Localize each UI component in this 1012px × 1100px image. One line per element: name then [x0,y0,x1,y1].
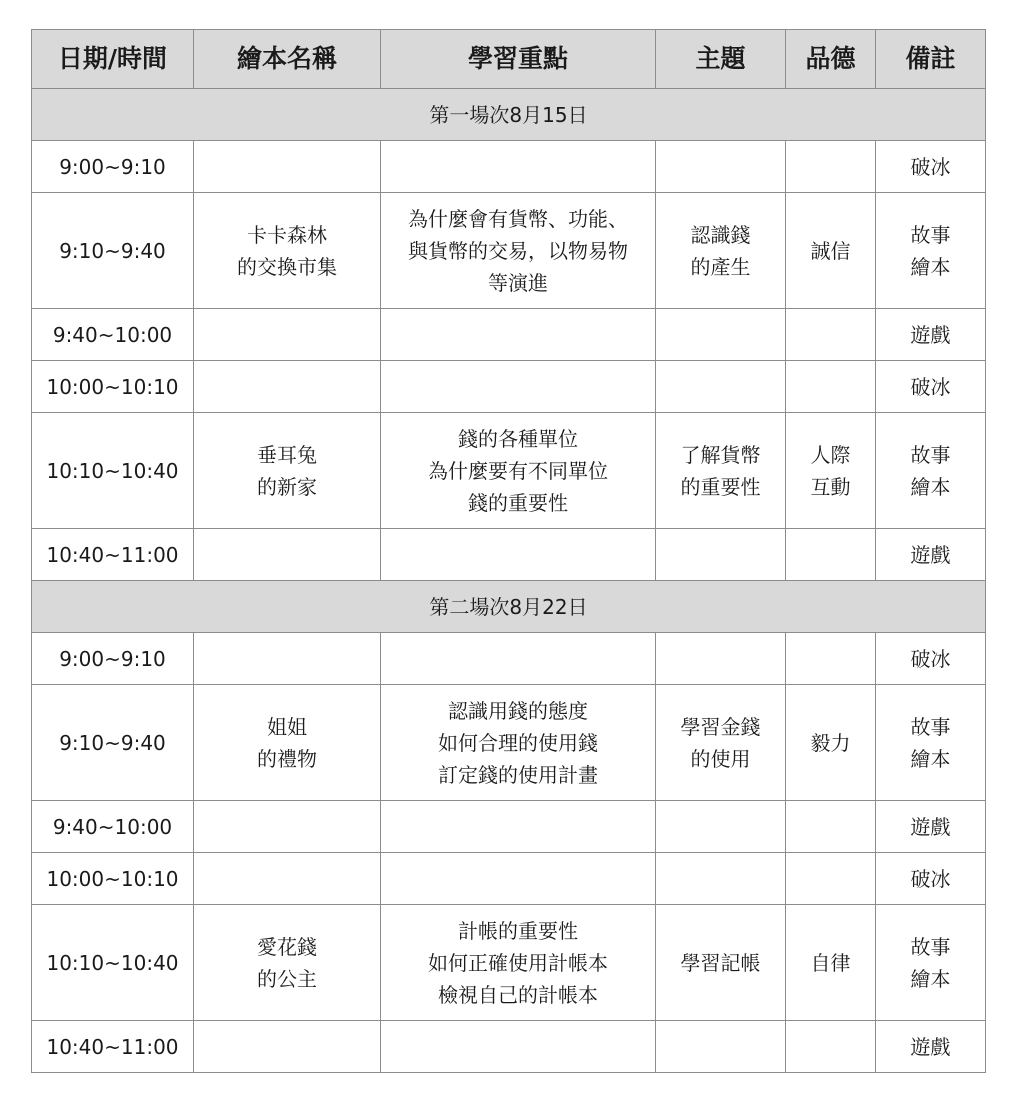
time-cell: 10:00~10:10 [32,361,194,413]
note-cell: 破冰 [876,853,986,905]
book-cell: 垂耳兔 的新家 [194,413,381,529]
book-cell: 卡卡森林 的交換市集 [194,193,381,309]
table-row [32,685,986,801]
header-time: 日期/時間 [32,30,194,89]
virtue-cell [786,853,876,905]
table-row [32,853,986,905]
theme-cell [656,633,786,685]
theme-cell [656,1021,786,1073]
book-cell [194,141,381,193]
session-title: 第一場次8月15日 [32,89,986,141]
theme-cell [656,361,786,413]
theme-cell [656,801,786,853]
time-cell: 9:10~9:40 [32,685,194,801]
note-cell: 故事 繪本 [876,685,986,801]
table-row [32,193,986,309]
theme-cell: 認識錢 的產生 [656,193,786,309]
virtue-cell [786,361,876,413]
time-cell: 10:40~11:00 [32,529,194,581]
note-cell: 故事 繪本 [876,905,986,1021]
session-row [32,581,986,633]
time-cell: 10:10~10:40 [32,413,194,529]
virtue-cell [786,529,876,581]
note-cell: 遊戲 [876,801,986,853]
time-cell: 9:00~9:10 [32,141,194,193]
time-cell: 9:00~9:10 [32,633,194,685]
time-cell: 10:00~10:10 [32,853,194,905]
focus-cell [381,633,656,685]
time-cell: 10:40~11:00 [32,1021,194,1073]
focus-cell: 計帳的重要性 如何正確使用計帳本 檢視自己的計帳本 [381,905,656,1021]
book-cell [194,801,381,853]
book-cell [194,529,381,581]
theme-cell: 了解貨幣 的重要性 [656,413,786,529]
virtue-cell [786,633,876,685]
virtue-cell [786,141,876,193]
book-cell [194,853,381,905]
table-row [32,413,986,529]
theme-cell [656,853,786,905]
header-virtue: 品德 [786,30,876,89]
schedule-table [31,29,986,1073]
theme-cell [656,529,786,581]
note-cell: 遊戲 [876,1021,986,1073]
theme-cell: 學習金錢 的使用 [656,685,786,801]
virtue-cell [786,309,876,361]
table-row [32,905,986,1021]
session-row [32,89,986,141]
note-cell: 故事 繪本 [876,193,986,309]
note-cell: 遊戲 [876,529,986,581]
book-cell [194,1021,381,1073]
note-cell: 破冰 [876,141,986,193]
focus-cell: 錢的各種單位 為什麼要有不同單位 錢的重要性 [381,413,656,529]
session-title: 第二場次8月22日 [32,581,986,633]
book-cell: 姐姐 的禮物 [194,685,381,801]
header-book: 繪本名稱 [194,30,381,89]
virtue-cell: 人際 互動 [786,413,876,529]
theme-cell [656,309,786,361]
virtue-cell [786,1021,876,1073]
time-cell: 9:40~10:00 [32,309,194,361]
note-cell: 破冰 [876,633,986,685]
table-row [32,1021,986,1073]
table-row [32,361,986,413]
book-cell [194,633,381,685]
table-row [32,529,986,581]
focus-cell [381,141,656,193]
header-focus: 學習重點 [381,30,656,89]
book-cell [194,309,381,361]
book-cell: 愛花錢 的公主 [194,905,381,1021]
note-cell: 故事 繪本 [876,413,986,529]
focus-cell [381,361,656,413]
virtue-cell: 自律 [786,905,876,1021]
table-row [32,801,986,853]
note-cell: 遊戲 [876,309,986,361]
focus-cell [381,309,656,361]
virtue-cell: 毅力 [786,685,876,801]
focus-cell [381,1021,656,1073]
table-row [32,633,986,685]
header-theme: 主題 [656,30,786,89]
time-cell: 9:40~10:00 [32,801,194,853]
focus-cell [381,853,656,905]
theme-cell: 學習記帳 [656,905,786,1021]
virtue-cell [786,801,876,853]
book-cell [194,361,381,413]
time-cell: 10:10~10:40 [32,905,194,1021]
table-row [32,141,986,193]
focus-cell [381,529,656,581]
note-cell: 破冰 [876,361,986,413]
focus-cell: 認識用錢的態度 如何合理的使用錢 訂定錢的使用計畫 [381,685,656,801]
time-cell: 9:10~9:40 [32,193,194,309]
focus-cell: 為什麼會有貨幣、功能、 與貨幣的交易，以物易物 等演進 [381,193,656,309]
header-note: 備註 [876,30,986,89]
table-row [32,309,986,361]
focus-cell [381,801,656,853]
theme-cell [656,141,786,193]
virtue-cell: 誠信 [786,193,876,309]
header-row [32,30,986,89]
